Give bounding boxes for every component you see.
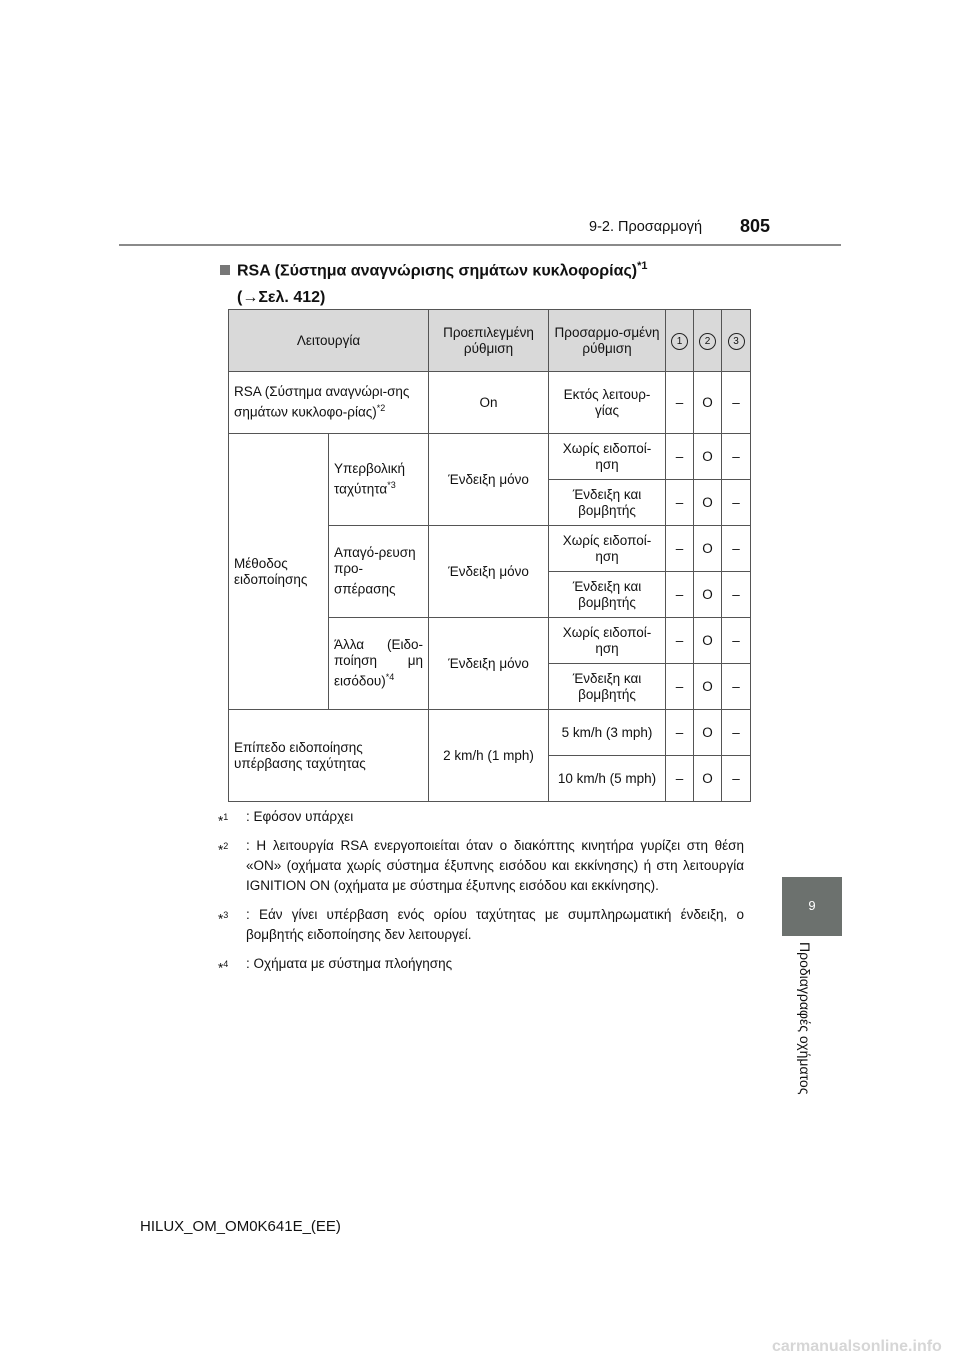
custom-value: Ένδειξη και βομβητής <box>549 572 666 618</box>
mark-cell: – <box>666 572 694 618</box>
custom-value: 10 km/h (5 mph) <box>549 756 666 802</box>
header-col1 <box>666 310 694 372</box>
sub-label: Άλλα (Ειδο-ποίηση μη εισόδου)$^{*4}$ <box>329 618 429 710</box>
circled-2-icon: 2 <box>699 333 716 350</box>
document-code: HILUX_OM_OM0K641E_(EE) <box>140 1218 341 1235</box>
custom-value: Ένδειξη και βομβητής <box>549 664 666 710</box>
mark-cell: O <box>694 710 722 756</box>
circled-1-icon: 1 <box>671 333 688 350</box>
mark-cell: – <box>666 710 694 756</box>
footnote-item <box>218 807 744 827</box>
custom-value: Εκτός λειτουρ-γίας <box>549 372 666 434</box>
footnote-item <box>218 954 744 974</box>
feature-heading <box>220 253 648 311</box>
header-function: Λειτουργία <box>229 310 429 372</box>
page-reference: (→Σελ. 412) <box>237 289 326 307</box>
footnote-mark: *$^4$ <box>218 959 229 976</box>
mark-cell: – <box>722 572 751 618</box>
mark-cell: – <box>722 372 751 434</box>
mark-cell: – <box>722 480 751 526</box>
table-row <box>229 710 751 756</box>
watermark-logo <box>770 1330 960 1358</box>
footnote-text: : Η λειτουργία RSA ενεργοποιείται όταν ο διακόπτης κινητήρα γυρίζει στη θέση «ON» (οχήματα χωρίς σύστημα έξυπνης εισόδου και εκκίνησης) ή στη λειτουργία IGNITION ON (οχήματα με σύστημα έξυπνης εισόδου και εκκίνησης). <box>246 838 744 893</box>
footnote-item <box>218 836 744 896</box>
table-row <box>229 372 751 434</box>
mark-cell: O <box>694 618 722 664</box>
mark-cell: O <box>694 756 722 802</box>
footnote-item <box>218 905 744 945</box>
default-value: Ένδειξη μόνο <box>429 618 549 710</box>
mark-cell: O <box>694 480 722 526</box>
default-value: 2 km/h (1 mph) <box>429 710 549 802</box>
watermark-text: carmanualsonline.info <box>772 1338 942 1355</box>
mark-cell: – <box>722 664 751 710</box>
custom-value: Χωρίς ειδοποί-ηση <box>549 618 666 664</box>
chapter-tab[interactable]: 9 <box>782 877 842 936</box>
sub-label: Απαγό-ρευση προ-σπέρασης <box>329 526 429 618</box>
chapter-tab-label: Προδιαγραφές οχήματος <box>797 942 813 1095</box>
circled-3-icon: 3 <box>728 333 745 350</box>
mark-cell: O <box>694 526 722 572</box>
mark-cell: – <box>722 526 751 572</box>
mark-cell: – <box>666 618 694 664</box>
mark-cell: – <box>722 434 751 480</box>
sub-label: Υπερβολική ταχύτητα$^{*3}$ <box>329 434 429 526</box>
header-custom: Προσαρμο-σμένη ρύθμιση <box>549 310 666 372</box>
feature-title-footnote: *1 <box>637 260 648 272</box>
method-label: Μέθοδος ειδοποίησης <box>229 434 329 710</box>
mark-cell: O <box>694 372 722 434</box>
mark-cell: – <box>666 480 694 526</box>
custom-value: Χωρίς ειδοποί-ηση <box>549 526 666 572</box>
custom-value: Ένδειξη και βομβητής <box>549 480 666 526</box>
mark-cell: – <box>666 664 694 710</box>
row-label: RSA (Σύστημα αναγνώρι-σης σημάτων κυκλοφο-ρίας)$^{*2}$ <box>229 372 429 434</box>
default-value: Ένδειξη μόνο <box>429 526 549 618</box>
footnote-text: : Οχήματα με σύστημα πλοήγησης <box>246 956 453 971</box>
square-bullet-icon <box>220 265 230 275</box>
footnote-mark: *$^1$ <box>218 812 229 829</box>
table-row <box>229 434 751 480</box>
footnote-text: : Εφόσον υπάρχει <box>246 809 354 824</box>
footnotes <box>218 807 744 983</box>
custom-value: Χωρίς ειδοποί-ηση <box>549 434 666 480</box>
mark-cell: – <box>722 710 751 756</box>
settings-table <box>228 309 751 802</box>
mark-cell: – <box>666 372 694 434</box>
mark-cell: – <box>666 434 694 480</box>
header-col2 <box>694 310 722 372</box>
footnote-mark: *$^2$ <box>218 841 229 858</box>
row-label: Επίπεδο ειδοποίησης υπέρβασης ταχύτητας <box>229 710 429 802</box>
mark-cell: O <box>694 664 722 710</box>
mark-cell: – <box>666 756 694 802</box>
mark-cell: – <box>722 756 751 802</box>
header-rule <box>119 244 841 246</box>
footnote-text: : Εάν γίνει υπέρβαση ενός ορίου ταχύτητας με συμπληρωματική ένδειξη, ο βομβητής ειδοποίησης δεν λειτουργεί. <box>246 907 744 942</box>
default-value: On <box>429 372 549 434</box>
header-col3 <box>722 310 751 372</box>
feature-title: RSA (Σύστημα αναγνώρισης σημάτων κυκλοφορίας) <box>237 262 638 280</box>
header-default: Προεπιλεγμένη ρύθμιση <box>429 310 549 372</box>
mark-cell: O <box>694 572 722 618</box>
mark-cell: O <box>694 434 722 480</box>
footnote-mark: *$^3$ <box>218 910 229 927</box>
mark-cell: – <box>722 618 751 664</box>
mark-cell: – <box>666 526 694 572</box>
section-title: 9-2. Προσαρμογή <box>589 219 703 235</box>
custom-value: 5 km/h (3 mph) <box>549 710 666 756</box>
page-number: 805 <box>740 216 771 236</box>
default-value: Ένδειξη μόνο <box>429 434 549 526</box>
